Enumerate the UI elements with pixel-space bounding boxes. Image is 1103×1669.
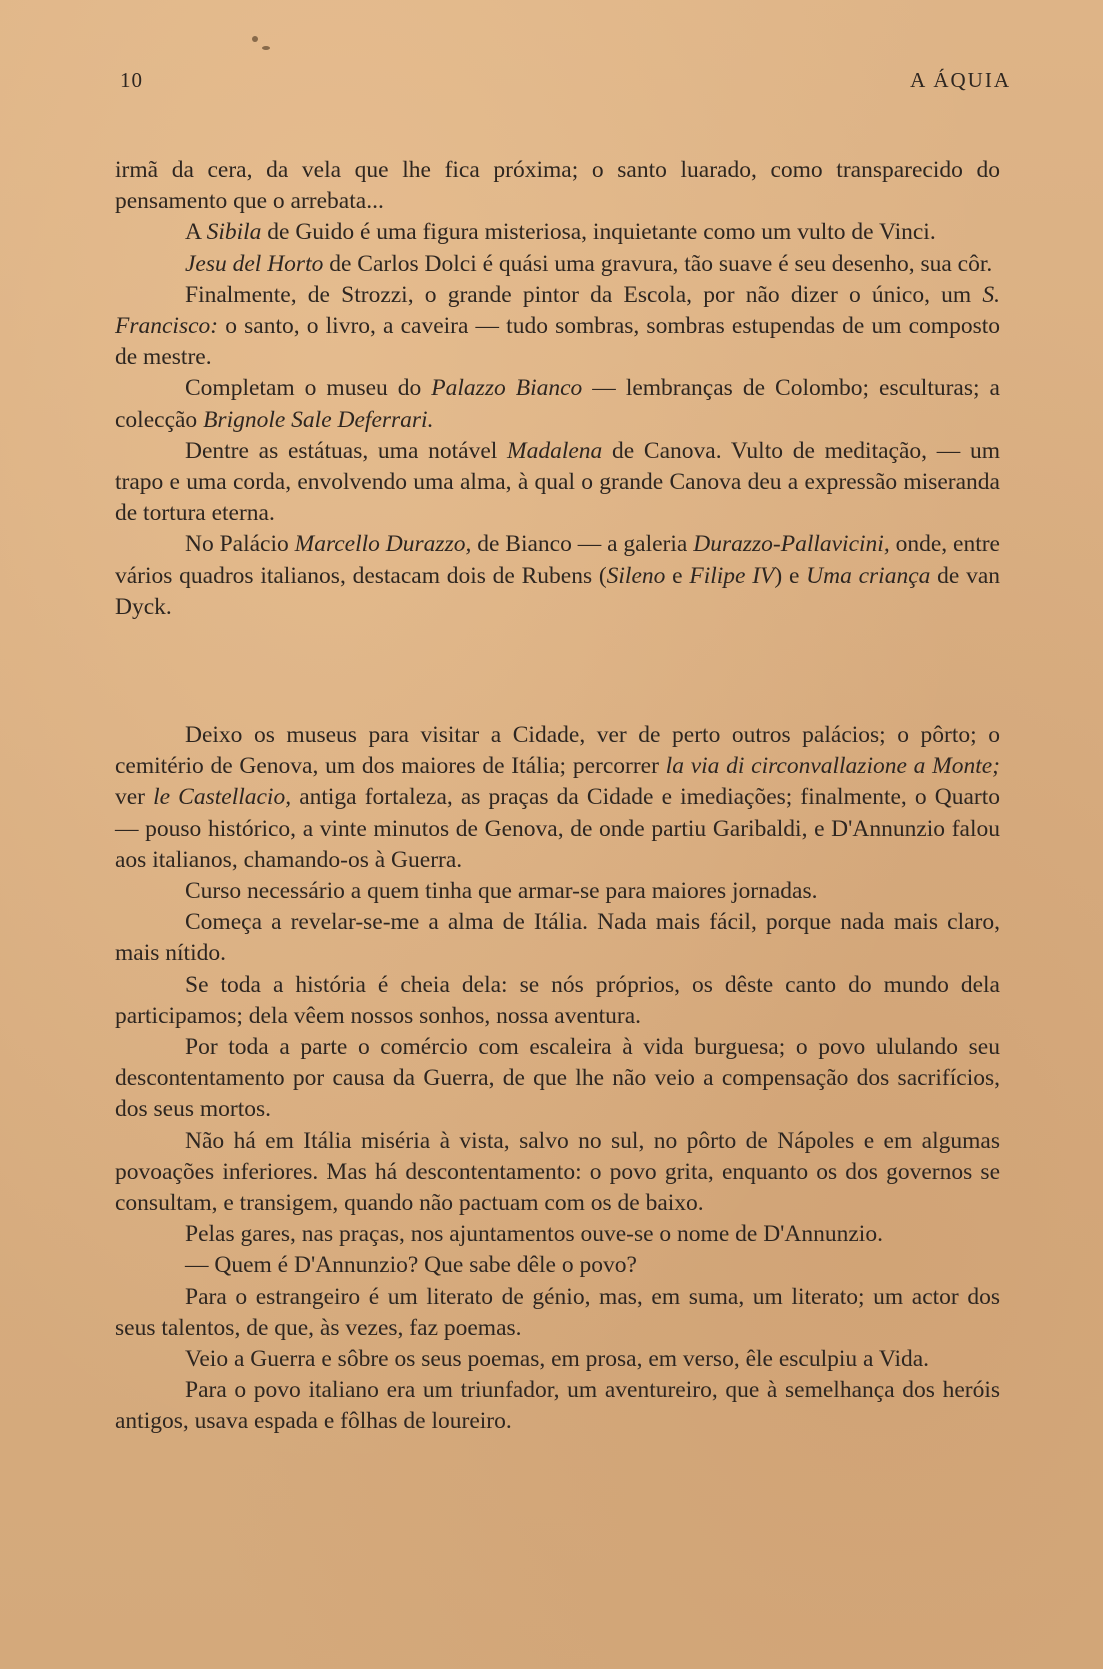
text-run: de Canova. Vulto de meditação, — um trapo e uma corda, envolvendo uma alma, à qual o grande Canova deu a expressão miseranda de tortura eterna. — [115, 437, 1000, 527]
italic-title: Madalena — [507, 437, 603, 464]
paragraph — [115, 217, 1000, 248]
text-run: Completam o museu do — [185, 375, 432, 402]
ink-spot — [252, 36, 258, 42]
text-run: Pelas gares, nas praças, nos ajuntamentos ouve-se o nome de D'Annunzio. — [185, 1221, 883, 1248]
text-run: Curso necessário a quem tinha que armar-se para maiores jornadas. — [185, 878, 818, 905]
paragraph — [115, 373, 1000, 435]
italic-title: Uma criança — [806, 562, 931, 589]
italic-title: Palazzo Bianco — [431, 375, 583, 402]
italic-title: Marcello Durazzo, — [294, 531, 472, 558]
text-run: Por toda a parte o comércio com escaleira à vida burguesa; o povo ululando seu descontentamento por causa da Guerra, de que lhe não veio a compensação dos sacrifícios, dos seus mortos. — [115, 1034, 1000, 1123]
italic-title: S. Francisco: — [115, 281, 1000, 340]
text-run: e — [665, 562, 690, 589]
paragraph — [115, 1219, 1000, 1250]
paragraph — [115, 720, 1000, 876]
text-run: No Palácio — [185, 531, 295, 558]
paragraph — [115, 280, 1000, 374]
page-header — [120, 68, 1011, 98]
text-run: de Guido é uma figura misteriosa, inquietante como um vulto de Vinci. — [261, 219, 936, 246]
paragraph — [115, 249, 1000, 280]
italic-title: la via di circonvallazione a Monte; — [665, 753, 1001, 780]
text-section-museums — [115, 155, 1000, 623]
paragraph — [115, 970, 1000, 1032]
paragraph — [115, 436, 1000, 530]
text-run: onde, entre vários quadros italianos, destacam dois de Rubens ( — [115, 531, 1000, 589]
text-run: Começa a revelar-se-me a alma de Itália. Nada mais fácil, porque nada mais claro, mais nítido. — [115, 909, 1000, 967]
text-run: de van Dyck. — [115, 562, 1000, 620]
ink-spot — [262, 46, 270, 50]
paragraph — [115, 155, 1000, 217]
text-run: — lembranças de Colombo; esculturas; a colecção — [115, 375, 1000, 433]
italic-title: Filipe IV — [689, 562, 775, 589]
text-run: ver — [115, 784, 154, 811]
text-run: ) e — [774, 562, 807, 589]
text-section-city — [115, 720, 1000, 1438]
paragraph — [115, 1250, 1000, 1281]
text-run: irmã da cera, da vela que lhe fica próxima; o santo luarado, como transparecido do pensamento que o arrebata... — [115, 157, 1000, 215]
paragraph — [115, 1282, 1000, 1344]
paragraph — [115, 876, 1000, 907]
text-run: A — [185, 219, 207, 246]
text-run: — Quem é D'Annunzio? Que sabe dêle o povo? — [185, 1252, 637, 1279]
text-run: Se toda a história é cheia dela: se nós próprios, os dêste canto do mundo dela participamos; dela vêem nossos sonhos, nossa aventura. — [115, 971, 1000, 1029]
text-run: antiga fortaleza, as praças da Cidade e imediações; finalmente, o Quarto — pouso histórico, a vinte minutos de Genova, de onde partiu Garibaldi, e D'Annunzio falou aos italianos, chamando-os à Guerra. — [115, 784, 1000, 873]
italic-title: le Castellacio, — [153, 784, 292, 811]
paragraph — [115, 1032, 1000, 1126]
text-run: Dentre as estátuas, uma notável — [185, 437, 507, 464]
italic-title: Sibila — [206, 219, 262, 246]
text-run: o santo, o livro, a caveira — tudo sombras, sombras estupendas de um composto de mestre. — [115, 313, 1000, 371]
text-run: Finalmente, de Strozzi, o grande pintor da Escola, por não dizer o único, um — [185, 281, 983, 308]
italic-title: Durazzo-Pallavicini, — [693, 531, 890, 558]
paragraph — [115, 529, 1000, 623]
text-run: Não há em Itália miséria à vista, salvo no sul, no pôrto de Nápoles e em algumas povoações inferiores. Mas há descontentamento: o povo grita, enquanto os dos governos se consultam, e transigem, quando não pactuam com os de baixo. — [115, 1127, 1000, 1217]
italic-title: Brignole Sale Deferrari. — [203, 406, 434, 433]
italic-title: Sileno — [606, 562, 666, 589]
running-title: A ÁQUIA — [910, 68, 1011, 92]
page-number: 10 — [120, 68, 143, 92]
paragraph — [115, 1375, 1000, 1437]
paragraph — [115, 907, 1000, 969]
italic-title: Jesu del Horto — [185, 250, 324, 277]
text-run: Deixo os museus para visitar a Cidade, ver de perto outros palácios; o pôrto; o cemitério de Genova, um dos maiores de Itália; percorrer — [115, 722, 1000, 780]
paragraph — [115, 1126, 1000, 1220]
text-run: de Bianco — a galeria — [471, 531, 694, 558]
paragraph — [115, 1344, 1000, 1375]
text-run: Para o estrangeiro é um literato de génio, mas, em suma, um literato; um actor dos seus talentos, de que, às vezes, faz poemas. — [115, 1283, 1000, 1341]
text-run: Para o povo italiano era um triunfador, um aventureiro, que à semelhança dos heróis antigos, usava espada e fôlhas de loureiro. — [115, 1377, 1000, 1435]
text-run: Veio a Guerra e sôbre os seus poemas, em prosa, em verso, êle esculpiu a Vida. — [185, 1346, 930, 1373]
text-run: de Carlos Dolci é quási uma gravura, tão suave é seu desenho, sua côr. — [323, 250, 993, 277]
